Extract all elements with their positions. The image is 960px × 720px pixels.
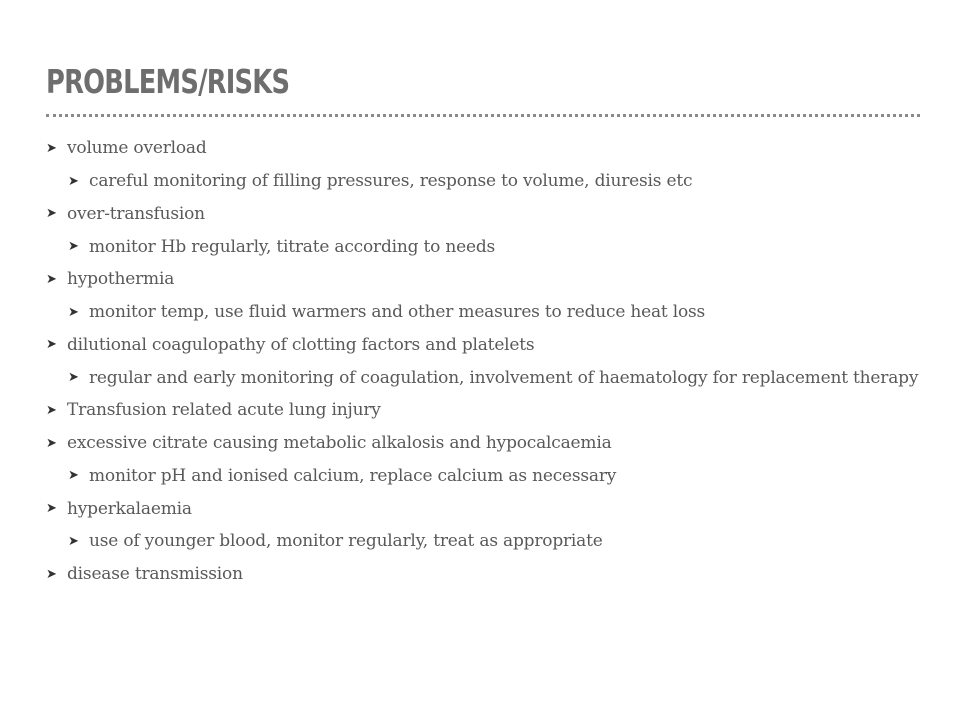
bullet-arrow-icon: ➤: [46, 501, 57, 517]
bullet-arrow-icon: ➤: [46, 337, 57, 353]
sub-bullet-text: use of younger blood, monitor regularly, treat as appropriate: [89, 531, 603, 552]
bullet-arrow-icon: ➤: [46, 271, 57, 287]
bullet-arrow-icon: ➤: [68, 173, 79, 189]
bullet-text: volume overload: [67, 138, 207, 159]
bullet-arrow-icon: ➤: [68, 370, 79, 386]
bullet-arrow-icon: ➤: [46, 566, 57, 582]
sub-bullet-text: regular and early monitoring of coagulation, involvement of haematology for replacement therapy: [89, 367, 919, 388]
bullet-item: [46, 263, 936, 296]
bullet-item: [46, 558, 936, 591]
bullet-list: [46, 132, 936, 591]
bullet-text: over-transfusion: [67, 203, 205, 224]
bullet-arrow-icon: ➤: [46, 206, 57, 222]
bullet-text: excessive citrate causing metabolic alkalosis and hypocalcaemia: [67, 433, 612, 454]
bullet-arrow-icon: ➤: [68, 304, 79, 320]
bullet-arrow-icon: ➤: [46, 435, 57, 451]
bullet-text: disease transmission: [67, 564, 243, 585]
bullet-item: [46, 329, 936, 362]
bullet-arrow-icon: ➤: [68, 468, 79, 484]
sub-bullet-text: careful monitoring of filling pressures, response to volume, diuresis etc: [89, 171, 693, 192]
bullet-arrow-icon: ➤: [46, 140, 57, 156]
bullet-text: hypothermia: [67, 269, 175, 290]
bullet-text: hyperkalaemia: [67, 498, 192, 519]
bullet-item: [46, 132, 936, 165]
sub-bullet-text: monitor pH and ionised calcium, replace calcium as necessary: [89, 465, 617, 486]
sub-bullet-item: [46, 230, 936, 263]
bullet-text: Transfusion related acute lung injury: [67, 400, 381, 421]
bullet-arrow-icon: ➤: [68, 533, 79, 549]
bullet-item: [46, 427, 936, 460]
sub-bullet-item: [46, 460, 936, 493]
slide-title: PROBLEMS/RISKS: [46, 62, 290, 101]
bullet-text: dilutional coagulopathy of clotting factors and platelets: [67, 334, 535, 355]
sub-bullet-text: monitor temp, use fluid warmers and other measures to reduce heat loss: [89, 302, 706, 323]
bullet-item: [46, 492, 936, 525]
bullet-arrow-icon: ➤: [68, 239, 79, 255]
sub-bullet-item: [46, 525, 936, 558]
sub-bullet-text: monitor Hb regularly, titrate according to needs: [89, 236, 496, 257]
bullet-item: [46, 394, 936, 427]
bullet-arrow-icon: ➤: [46, 402, 57, 418]
title-divider: [46, 114, 920, 117]
sub-bullet-item: [46, 361, 936, 394]
sub-bullet-item: [46, 165, 936, 198]
bullet-item: [46, 198, 936, 231]
sub-bullet-item: [46, 296, 936, 329]
